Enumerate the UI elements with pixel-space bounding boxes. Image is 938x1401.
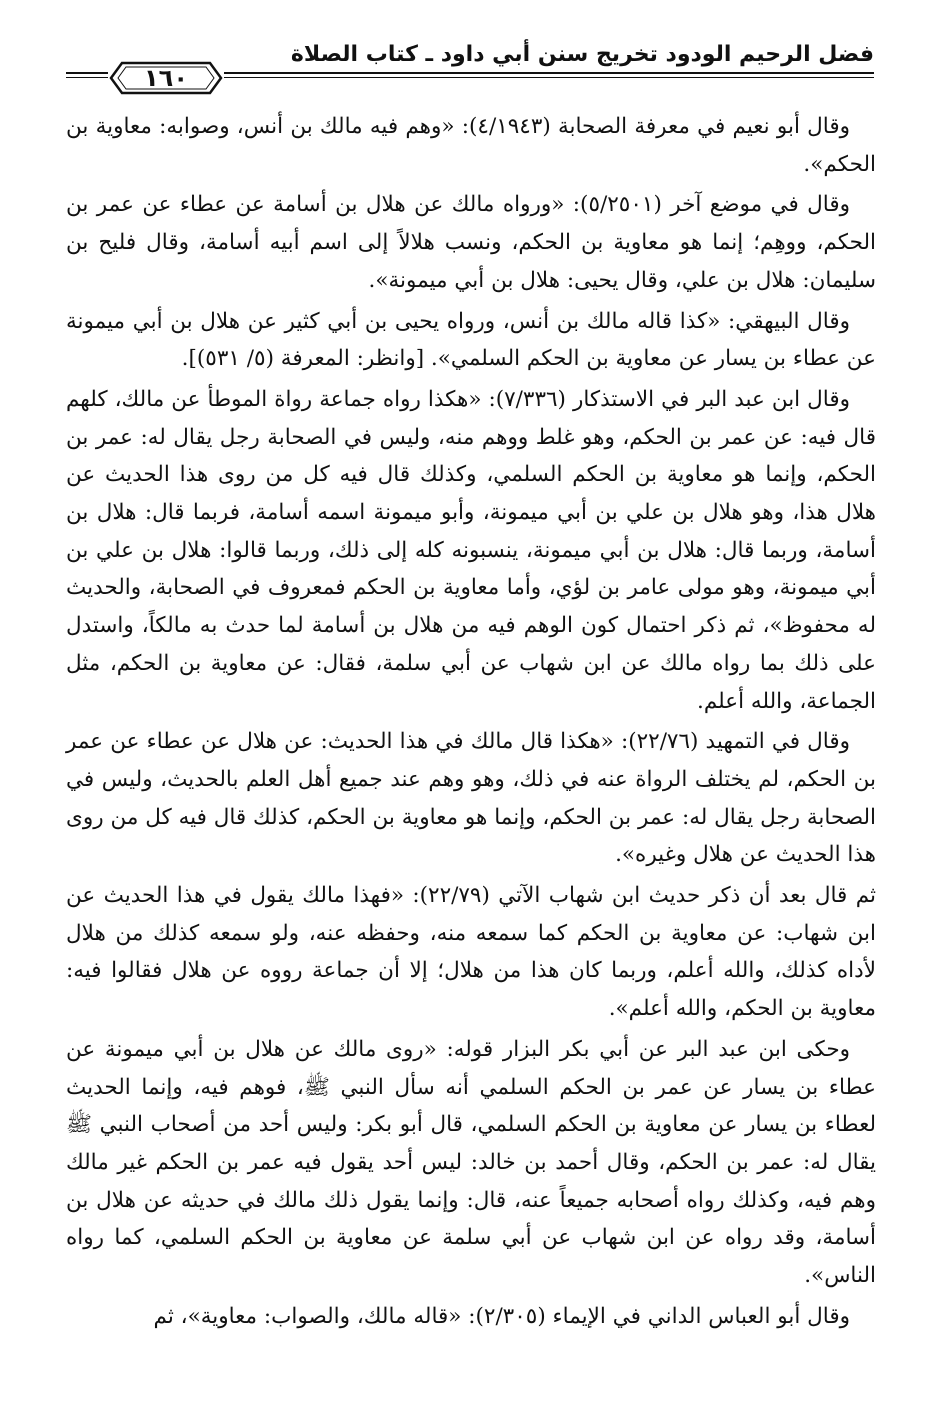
- paragraph: وحكى ابن عبد البر عن أبي بكر البزار قوله: «روى مالك عن هلال بن أبي ميمونة عن عطاء بن يسار عن عمر بن الحكم السلمي أنه سأل النبي ﷺ، فوهم فيه، وإنما الحديث لعطاء بن يسار عن معاوية بن الحكم السلمي، قال أبو بكر: وليس أحد من أصحاب النبي ﷺ يقال له: عمر بن الحكم، وقال أحمد بن خالد: ليس أحد يقول فيه عمر بن الحكم غير مالك وهم فيه، وكذلك رواه أصحابه جميعاً عنه، قال: وإنما يقول ذلك مالك في حديثه عن هلال بن أسامة، وقد رواه عن ابن شهاب عن أبي سلمة عن معاوية بن الحكم السلمي، كما رواه الناس».: [66, 1036, 876, 1289]
- paragraph: وقال البيهقي: «كذا قاله مالك بن أنس، ورواه يحيى بن أبي كثير عن هلال بن أبي ميمونة عن عطاء بن يسار عن معاوية بن الحكم السلمي». [وانظر: المعرفة (٥/ ٥٣١)].: [66, 308, 876, 372]
- paragraph: وقال ابن عبد البر في الاستذكار (٧/٣٣٦): «هكذا رواه جماعة رواة الموطأ عن مالك، كلهم قال فيه: عن عمر بن الحكم، وهو غلط ووهم منه، وليس في الصحابة رجل يقال له: عمر بن الحكم، وإنما هو معاوية بن الحكم السلمي، وكذلك قال فيه كل من روى هذا الحديث عن هلال هذا، وهو هلال بن علي بن أبي ميمونة، وأبو ميمونة اسمه أسامة، فربما قال: هلال بن أسامة، وربما قال: هلال بن أبي ميمونة، ينسبونه كله إلى ذلك، وربما قالوا: هلال بن علي بن أبي ميمونة، وهو مولى عامر بن لؤي، وأما معاوية بن الحكم فمعروف في الصحابة، والحديث له محفوظ»، ثم ذكر احتمال كون الوهم فيه من هلال بن أسامة لما حدث به مالكاً، واستدل على ذلك بما رواه مالك عن ابن شهاب عن أبي سلمة، فقال: عن معاوية بن الحكم، مثل الجماعة، والله أعلم.: [66, 386, 876, 714]
- page-number-badge: [108, 60, 224, 96]
- paragraph: وقال في التمهيد (٢٢/٧٦): «هكذا قال مالك في هذا الحديث: عن هلال عن عطاء عن عمر بن الحكم، لم يختلف الرواة عنه في ذلك، وهو وهم عند جميع أهل العلم بالحديث، وليس في الصحابة رجل يقال له: عمر بن الحكم، وإنما هو معاوية بن الحكم، كذلك قال فيه كل من روى هذا الحديث عن هلال وغيره».: [66, 729, 876, 868]
- header-title: فضل الرحيم الودود تخريج سنن أبي داود ـ كتاب الصلاة: [290, 42, 874, 67]
- paragraph: وقال أبو نعيم في معرفة الصحابة (٤/١٩٤٣): «وهم فيه مالك بن أنس، وصوابه: معاوية بن الحكم».: [66, 114, 876, 177]
- page-number: ١٦٠: [144, 64, 188, 92]
- body-text: [66, 108, 876, 1339]
- paragraph: ثم قال بعد أن ذكر حديث ابن شهاب الآتي (٢٢/٧٩): «فهذا مالك يقول في هذا الحديث عن ابن شهاب: عن معاوية بن الحكم كما سمعه منه، وحفظه عنه، ولو سمعه كذلك من هلال لأداه كذلك، والله أعلم، وربما كان هذا من هلال؛ إلا أن جماعة رووه عن هلال فقالوا فيه: معاوية بن الحكم، والله أعلم».: [66, 883, 876, 1022]
- paragraph: وقال أبو العباس الداني في الإيماء (٢/٣٠٥): «قاله مالك، والصواب: معاوية»، ثم: [153, 1303, 850, 1329]
- paragraph: وقال في موضع آخر (٥/٢٥٠١): «ورواه مالك عن هلال بن أسامة عن عطاء عن عمر بن الحكم، ووهِم؛ إنما هو معاوية بن الحكم، ونسب هلالاً إلى اسم أبيه أسامة، وقال فليح بن سليمان: هلال بن علي، وقال يحيى: هلال بن أبي ميمونة».: [66, 192, 876, 293]
